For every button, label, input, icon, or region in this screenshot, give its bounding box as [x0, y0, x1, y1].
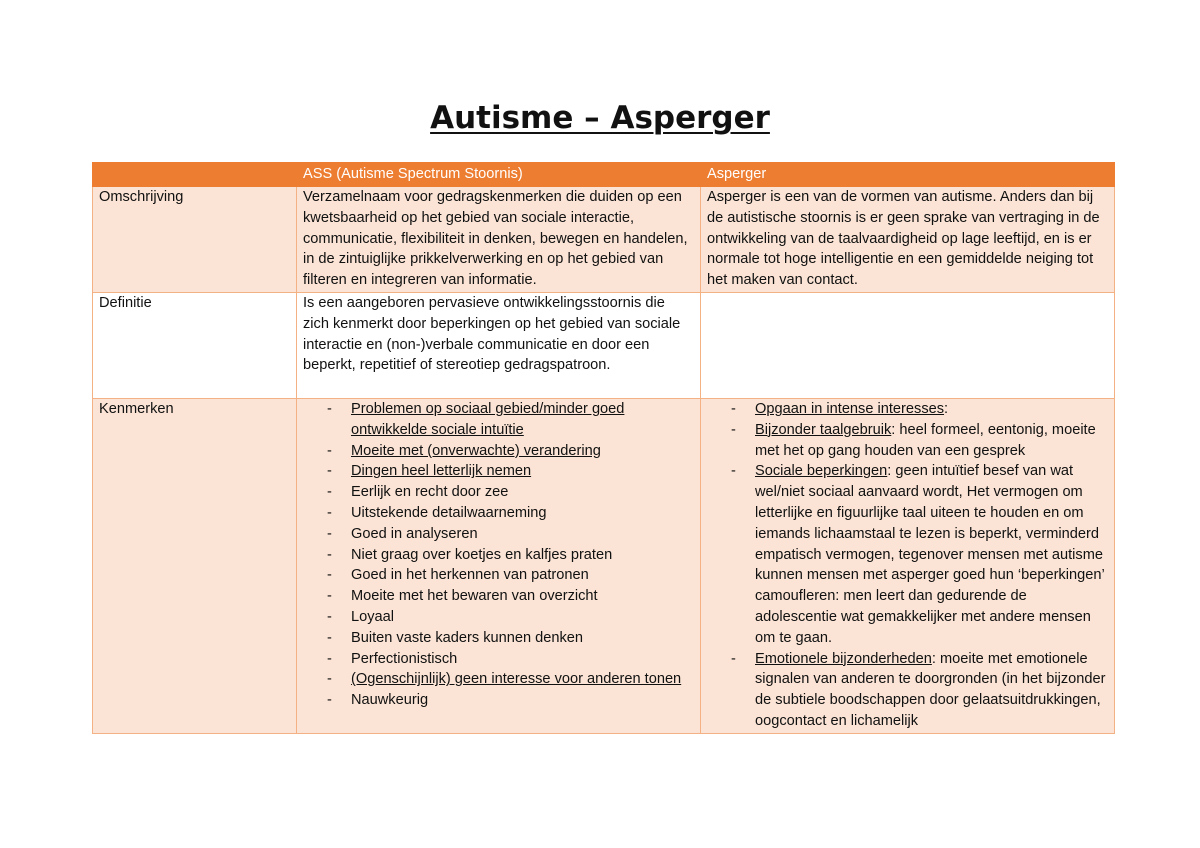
- header-asperger: Asperger: [701, 163, 1115, 187]
- cell-omschrijving-ass: Verzamelnaam voor gedragskenmerken die duiden op een kwetsbaarheid op het gebied van sociale interactie, communicatie, flexibiliteit in denken, bewegen en handelen, in de zintuiglijke prikkelverwerking en op het gebied van filteren en integreren van informatie.: [297, 187, 701, 293]
- cell-kenmerken-ass: [297, 399, 701, 734]
- list-item: - Bijzonder taalgebruik: heel formeel, eentonig, moeite met het op gang houden van een gesprek: [707, 420, 1108, 462]
- table-header-row: [93, 163, 1115, 187]
- list-item: - Moeite met het bewaren van overzicht: [303, 586, 694, 607]
- list-item: - Emotionele bijzonderheden: moeite met emotionele signalen van anderen te doorgronden (in het bijzonder de subtiele boodschappen door gelaatsuitdrukkingen, oogcontact en lichamelijk: [707, 649, 1108, 732]
- list-item: - Uitstekende detailwaarneming: [303, 503, 694, 524]
- list-item: - Dingen heel letterlijk nemen: [303, 461, 694, 482]
- list-item: - Nauwkeurig: [303, 690, 694, 711]
- table-row-definitie: [93, 293, 1115, 399]
- list-item: - Opgaan in intense interesses:: [707, 399, 1108, 420]
- ass-kenmerken-list: [303, 399, 694, 711]
- row-label-omschrijving: Omschrijving: [93, 187, 297, 293]
- list-item: - Sociale beperkingen: geen intuïtief besef van wat wel/niet sociaal aanvaard wordt, Het vermogen om letterlijke en figuurlijke taal uiteen te houden en om iemands lichaamstaal te lezen is beperkt, verminderd empatisch vermogen, tegenover mensen met autisme kunnen mensen met asperger goed hun ‘beperkingen’ camoufleren: men leert dan gedurende de adolescentie wat gemakkelijker met andere mensen om te gaan.: [707, 461, 1108, 648]
- list-item: - Perfectionistisch: [303, 649, 694, 670]
- table-row-omschrijving: [93, 187, 1115, 293]
- page-title: Autisme – Asperger: [430, 100, 770, 136]
- list-item: - Goed in het herkennen van patronen: [303, 565, 694, 586]
- cell-omschrijving-asperger: Asperger is een van de vormen van autisme. Anders dan bij de autistische stoornis is er geen sprake van vertraging in de ontwikkeling van de taalvaardigheid op lage leeftijd, en is er normale tot hoge intelligentie en een gemiddelde neiging tot het maken van contact.: [701, 187, 1115, 293]
- list-item: - Niet graag over koetjes en kalfjes praten: [303, 545, 694, 566]
- cell-kenmerken-asperger: [701, 399, 1115, 734]
- cell-definitie-asperger: [701, 293, 1115, 399]
- row-label-kenmerken: Kenmerken: [93, 399, 297, 734]
- list-item: - (Ogenschijnlijk) geen interesse voor anderen tonen: [303, 669, 694, 690]
- list-item: - Buiten vaste kaders kunnen denken: [303, 628, 694, 649]
- list-item: - Eerlijk en recht door zee: [303, 482, 694, 503]
- list-item: - Moeite met (onverwachte) verandering: [303, 441, 694, 462]
- list-item: - Goed in analyseren: [303, 524, 694, 545]
- header-empty-cell: [93, 163, 297, 187]
- row-label-definitie: Definitie: [93, 293, 297, 399]
- list-item: - Loyaal: [303, 607, 694, 628]
- header-ass: ASS (Autisme Spectrum Stoornis): [297, 163, 701, 187]
- comparison-table: [92, 162, 1115, 734]
- list-item: - Problemen op sociaal gebied/minder goed ontwikkelde sociale intuïtie: [303, 399, 694, 441]
- asperger-kenmerken-list: [707, 399, 1108, 732]
- cell-definitie-ass: Is een aangeboren pervasieve ontwikkelingsstoornis die zich kenmerkt door beperkingen op het gebied van sociale interactie en (non-)verbale communicatie en door een beperkt, repetitief of stereotiep gedragspatroon.: [297, 293, 701, 399]
- table-row-kenmerken: [93, 399, 1115, 734]
